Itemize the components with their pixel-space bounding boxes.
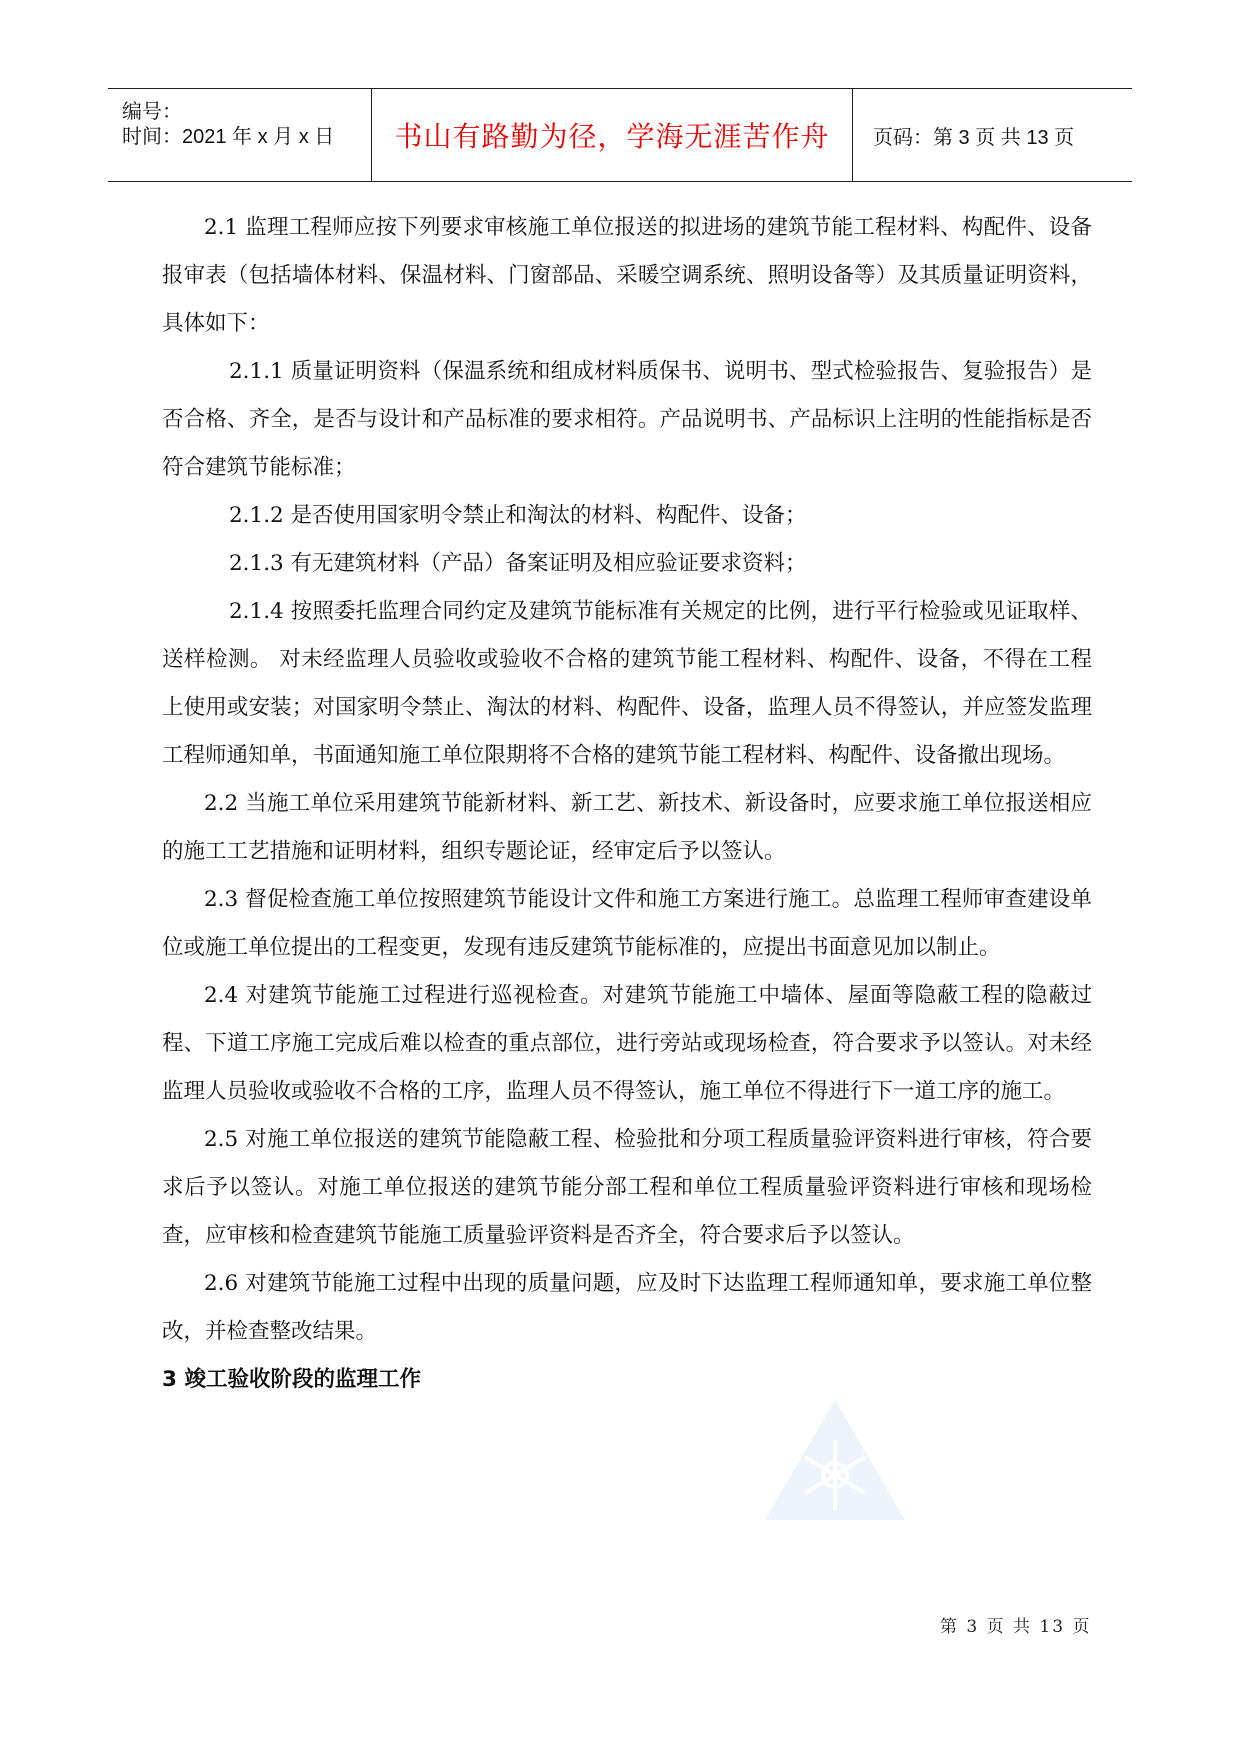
header-page-cell xyxy=(853,89,1132,181)
header-motto-cell xyxy=(372,89,853,181)
header-meta-cell xyxy=(108,89,372,181)
paragraph-2-4: 2.4 对建筑节能施工过程进行巡视检查。对建筑节能施工中墙体、屋面等隐蔽工程的隐蔽过程、下道工序施工完成后难以检查的重点部位，进行旁站或现场检查，符合要求予以签认。对未经监理人员验收或验收不合格的工序，监理人员不得签认，施工单位不得进行下一道工序的施工。 xyxy=(162,983,1092,1104)
header-motto: 书山有路勤为径，学海无涯苦作舟 xyxy=(394,120,830,153)
paragraph-2-2: 2.2 当施工单位采用建筑节能新材料、新工艺、新技术、新设备时，应要求施工单位报送相应的施工工艺措施和证明材料，组织专题论证，经审定后予以签认。 xyxy=(162,791,1092,864)
paragraph-2-1-1: 2.1.1 质量证明资料（保温系统和组成材料质保书、说明书、型式检验报告、复验报告）是否合格、齐全，是否与设计和产品标准的要求相符。产品说明书、产品标识上注明的性能指标是否符合建筑节能标准； xyxy=(162,359,1092,480)
paragraph-2-1-3: 2.1.3 有无建筑材料（产品）备案证明及相应验证要求资料； xyxy=(229,551,807,576)
snowflake-watermark-icon xyxy=(760,1395,910,1525)
paragraph-2-1-4: 2.1.4 按照委托监理合同约定及建筑节能标准有关规定的比例，进行平行检验或见证取样、送样检测。 对未经监理人员验收或验收不合格的建筑节能工程材料、构配件、设备，不得在工程上使用或安装；对国家明令禁止、淘汰的材料、构配件、设备，监理人员不得签认，并应签发监理工程师通知单，书面通知施工单位限期将不合格的建筑节能工程材料、构配件、设备撤出现场。 xyxy=(162,599,1092,768)
paragraph-2-5: 2.5 对施工单位报送的建筑节能隐蔽工程、检验批和分项工程质量验评资料进行审核，符合要求后予以签认。对施工单位报送的建筑节能分部工程和单位工程质量验评资料进行审核和现场检查，应审核和检查建筑节能施工质量验评资料是否齐全，符合要求后予以签认。 xyxy=(162,1127,1092,1248)
document-number-label: 编号： xyxy=(122,101,182,123)
page-footer: 第 3 页 共 13 页 xyxy=(940,1617,1092,1637)
document-time-label: 时间：2021 年 x 月 x 日 xyxy=(122,126,335,148)
paragraph-2-6: 2.6 对建筑节能施工过程中出现的质量问题，应及时下达监理工程师通知单，要求施工单位整改，并检查整改结果。 xyxy=(162,1271,1092,1344)
paragraph-2-1-2: 2.1.2 是否使用国家明令禁止和淘汰的材料、构配件、设备； xyxy=(229,503,807,528)
paragraph-2-1: 2.1 监理工程师应按下列要求审核施工单位报送的拟进场的建筑节能工程材料、构配件、设备报审表（包括墙体材料、保温材料、门窗部品、采暖空调系统、照明设备等）及其质量证明资料，具体如下： xyxy=(162,215,1092,336)
header-page-code: 页码：第 3 页 共 13 页 xyxy=(873,126,1075,149)
document-body xyxy=(162,204,1092,1404)
section-heading: 3 竣工验收阶段的监理工作 xyxy=(162,1367,421,1392)
paragraph-2-3: 2.3 督促检查施工单位按照建筑节能设计文件和施工方案进行施工。总监理工程师审查建设单位或施工单位提出的工程变更，发现有违反建筑节能标准的，应提出书面意见加以制止。 xyxy=(162,887,1092,960)
page-header xyxy=(108,88,1132,182)
